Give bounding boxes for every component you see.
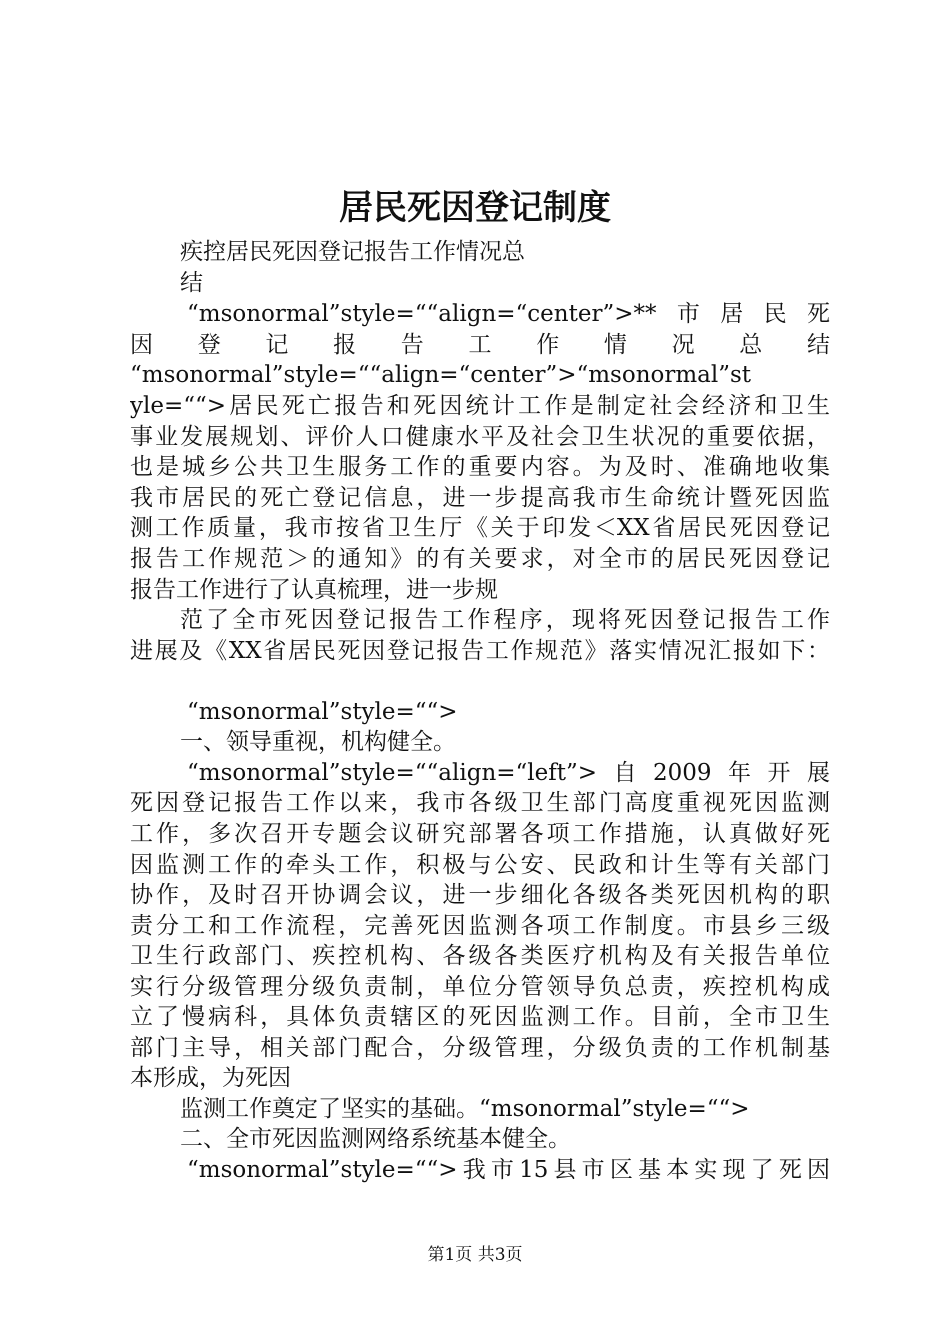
paragraph-line: “msonormal”style=““>我市15县市区基本实现了死因	[187, 1157, 830, 1183]
paragraph-line: yle=““>居民死亡报告和死因统计工作是制定社会经济和卫生	[130, 393, 830, 419]
paragraph-line: “msonormal”style=““align=“center”>**市居民死	[187, 301, 830, 327]
paragraph-line: 责分工和工作流程，完善死因监测各项工作制度。市县乡三级	[130, 913, 830, 939]
section-heading-2: 二、全市死因监测网络系统基本健全。	[180, 1126, 571, 1152]
paragraph-line: 也是城乡公共卫生服务工作的重要内容。为及时、准确地收集	[130, 454, 830, 480]
paragraph-line: 进展及《XX省居民死因登记报告工作规范》落实情况汇报如下：	[130, 638, 830, 664]
paragraph-line: 死因登记报告工作以来，我市各级卫生部门高度重视死因监测	[130, 790, 830, 816]
paragraph-line: “msonormal”style=““align=“center”>“msonormal”st	[130, 362, 752, 388]
paragraph-line: 因监测工作的牵头工作，积极与公安、民政和计生等有关部门	[130, 852, 830, 878]
paragraph-line: 我市居民的死亡登记信息，进一步提高我市生命统计暨死因监	[130, 485, 830, 511]
paragraph-line: “msonormal”style=““align=“left”>自2009年开展	[187, 760, 830, 786]
subtitle-line-1: 疾控居民死因登记报告工作情况总	[180, 239, 525, 265]
paragraph-line: 报告工作进行了认真梳理，进一步规	[130, 577, 498, 603]
paragraph-line: 因 登 记 报 告 工 作 情 况 总 结	[130, 332, 830, 358]
paragraph-line: “msonormal”style=““>	[187, 699, 458, 725]
paragraph-line: 协作，及时召开协调会议，进一步细化各级各类死因机构的职	[130, 882, 830, 908]
paragraph-line: 实行分级管理分级负责制，单位分管领导负总责，疾控机构成	[130, 974, 830, 1000]
paragraph-line: 卫生行政部门、疾控机构、各级各类医疗机构及有关报告单位	[130, 943, 830, 969]
subtitle-line-2: 结	[180, 270, 203, 296]
paragraph-line: 测工作质量，我市按省卫生厅《关于印发＜XX省居民死因登记	[130, 515, 830, 541]
page-number-footer: 第1页 共3页	[427, 1245, 523, 1265]
paragraph-line: 本形成，为死因	[130, 1065, 291, 1091]
paragraph-line: 工作，多次召开专题会议研究部署各项工作措施，认真做好死	[130, 821, 830, 847]
paragraph-line: 事业发展规划、评价人口健康水平及社会卫生状况的重要依据，	[130, 424, 830, 450]
paragraph-line: 报告工作规范＞的通知》的有关要求，对全市的居民死因登记	[130, 546, 830, 572]
paragraph-line: 范了全市死因登记报告工作程序，现将死因登记报告工作	[180, 607, 830, 633]
document-title: 居民死因登记制度	[339, 188, 611, 228]
section-heading-1: 一、领导重视，机构健全。	[180, 729, 456, 755]
paragraph-line: 监测工作奠定了坚实的基础。“msonormal”style=““>	[180, 1096, 750, 1122]
paragraph-line: 部门主导，相关部门配合，分级管理，分级负责的工作机制基	[130, 1035, 830, 1061]
paragraph-line: 立了慢病科，具体负责辖区的死因监测工作。目前，全市卫生	[130, 1004, 830, 1030]
